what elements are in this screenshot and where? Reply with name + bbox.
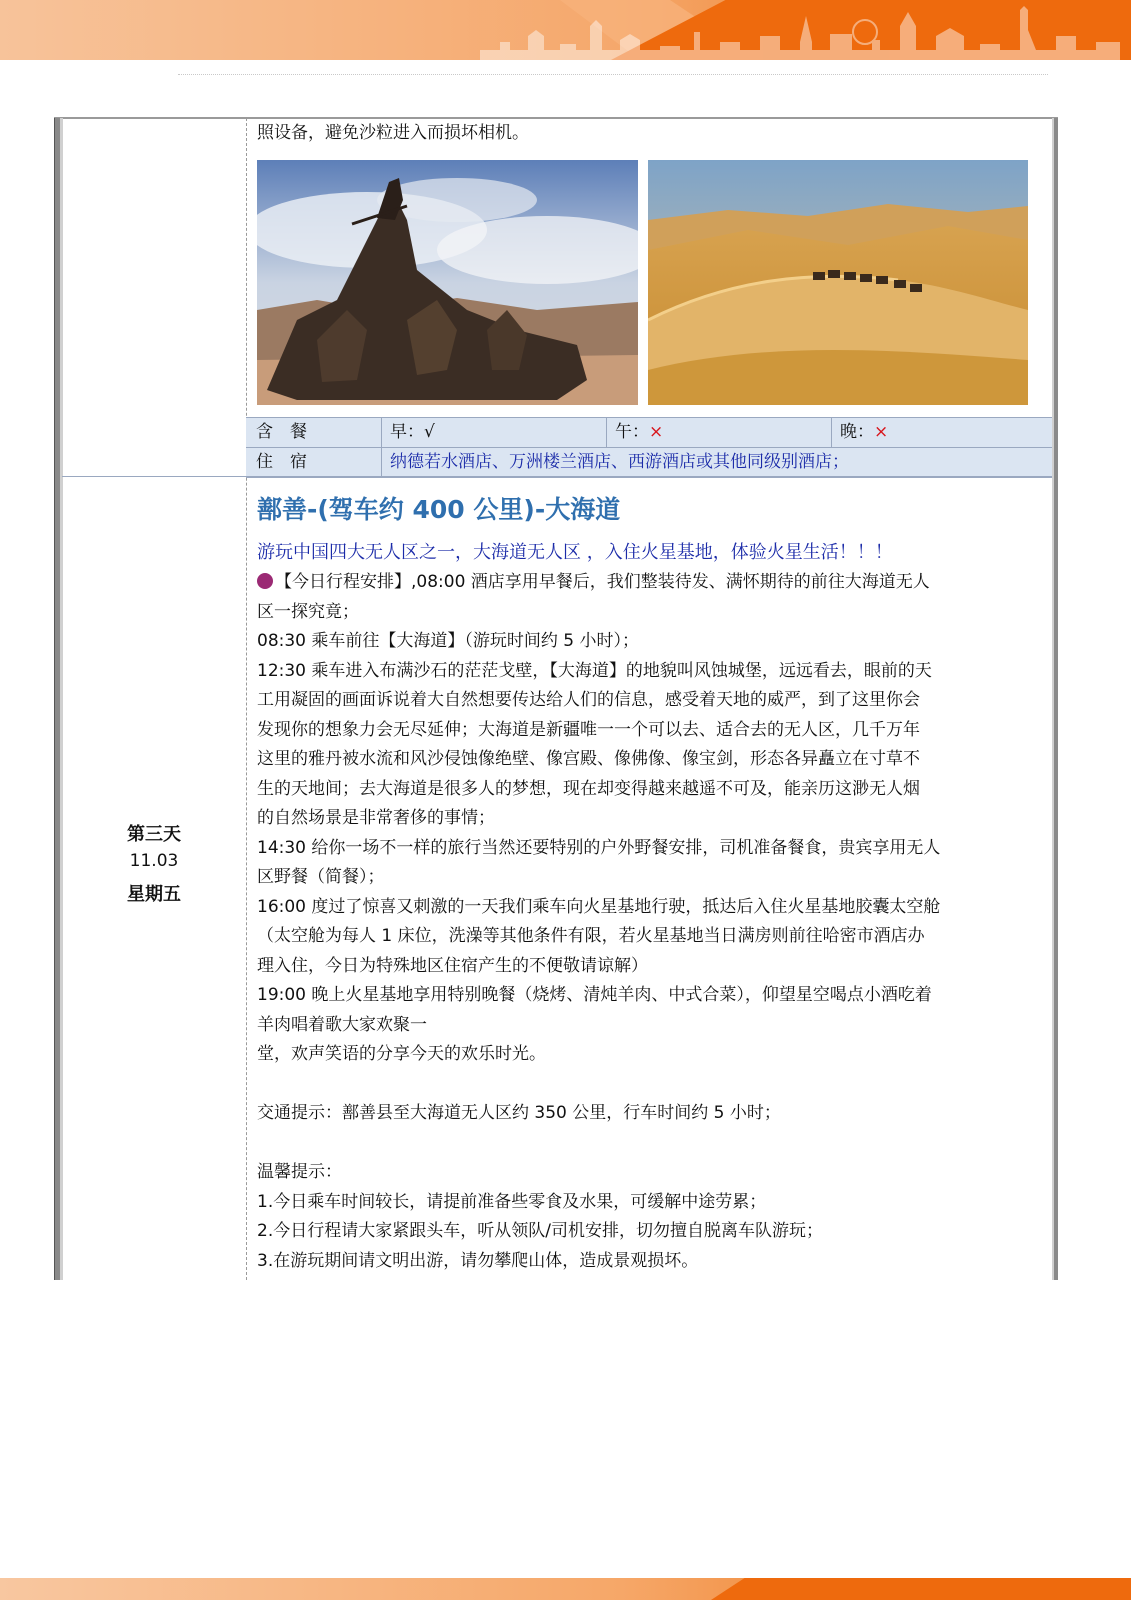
itinerary-line: 19:00 晚上火星基地享用特别晚餐（烧烤、清炖羊肉、中式合菜），仰望星空喝点小酒吃着 (257, 985, 932, 1005)
itinerary-line: 14:30 给你一场不一样的旅行当然还要特别的户外野餐安排，司机准备餐食，贵宾享用无人 (257, 837, 941, 858)
tip-item: 1.今日乘车时间较长，请提前准备些零食及水果，可缓解中途劳累； (257, 1191, 767, 1212)
bullet-dot-icon (257, 573, 273, 589)
itinerary-line: 发现你的想象力会无尽延伸；大海道是新疆唯一一个可以去、适合去的无人区，几千万年 (257, 719, 920, 740)
lodging-hotels: 纳德若水酒店、万洲楼兰酒店、西游酒店或其他同级别酒店； (381, 448, 1050, 477)
itinerary-line: 生的天地间；去大海道是很多人的梦想，现在却变得越来越遥不可及，能亲历这渺无人烟 (257, 778, 920, 799)
itinerary-line: 【今日行程安排】,08:00 酒店享用早餐后，我们整装待发、满怀期待的前往大海道无人 (257, 568, 930, 598)
lunch-cross-icon: × (649, 422, 664, 442)
statue-photo (257, 160, 638, 405)
tip-item: 3.在游玩期间请文明出游，请勿攀爬山体，造成景观损坏。 (257, 1250, 699, 1271)
day-date: 11.03 (129, 851, 179, 871)
tip-item: 2.今日行程请大家紧跟头车，听从领队/司机安排，切勿擅自脱离车队游玩； (257, 1221, 823, 1241)
table-left-border (54, 118, 63, 1280)
lodging-label: 住 宿 (256, 452, 307, 472)
itinerary-line: 08:30 乘车前往【大海道】（游玩时间约 5 小时）； (257, 631, 640, 651)
day-name: 第三天 (127, 824, 181, 845)
dinner-label: 晚： (840, 422, 874, 442)
itinerary-line: 区一探究竟； (257, 601, 359, 622)
table-right-border (1052, 118, 1058, 1280)
lunch-label: 午： (615, 422, 649, 442)
itinerary-line: （太空舱为每人 1 床位，洗澡等其他条件有限，若火星基地当日满房则前往哈密市酒店办 (257, 926, 925, 946)
table-top-border (54, 117, 1058, 119)
itinerary-line: 16:00 度过了惊喜又刺激的一天我们乘车向火星基地行驶，抵达后入住火星基地胶囊太空舱 (257, 896, 941, 917)
day-title: 鄯善-(驾车约 400 公里)-大海道 (257, 495, 621, 524)
lodging-row (246, 447, 1052, 478)
page-header-band (0, 0, 1131, 60)
itinerary-line: 区野餐（简餐）； (257, 867, 385, 887)
top-caption: 照设备，避免沙粒进入而损坏相机。 (257, 123, 529, 143)
meals-row (246, 417, 1052, 448)
itinerary-line: 堂，欢声笑语的分享今天的欢乐时光。 (257, 1044, 546, 1064)
meals-label: 含 餐 (256, 422, 307, 442)
breakfast-cell: 早：√ (381, 418, 610, 447)
day-row-divider (62, 476, 1052, 477)
lunch-cell (606, 418, 835, 447)
itinerary-line: 12:30 乘车进入布满沙石的茫茫戈壁，【大海道】的地貌叫风蚀城堡，远远看去，眼前的天 (257, 660, 932, 681)
itinerary-line: 理入住，今日为特殊地区住宿产生的不便敬请谅解） (257, 955, 648, 976)
day-weekday: 星期五 (127, 884, 181, 905)
dinner-cross-icon: × (874, 422, 889, 442)
tips-heading: 温馨提示： (257, 1162, 342, 1182)
itinerary-line: 羊肉唱着歌大家欢聚一 (257, 1014, 427, 1035)
dinner-cell (831, 418, 1060, 447)
itinerary-line: 工用凝固的画面诉说着大自然想要传达给人们的信息，感受着天地的威严，到了这里你会 (257, 690, 920, 710)
traffic-tip: 交通提示：鄯善县至大海道无人区约 350 公里，行车时间约 5 小时； (257, 1103, 781, 1123)
city-skyline-decoration (480, 6, 1120, 60)
desert-camel-photo (648, 160, 1028, 405)
table-column-divider (246, 118, 247, 1280)
day-subtitle: 游玩中国四大无人区之一，大海道无人区 ，入住火星基地，体验火星生活！！！ (257, 542, 893, 563)
header-dotted-rule (178, 74, 1048, 75)
page-footer-band (0, 1578, 1131, 1600)
itinerary-line: 的自然场景是非常奢侈的事情； (257, 808, 495, 828)
itinerary-line: 这里的雅丹被水流和风沙侵蚀像绝壁、像宫殿、像佛像、像宝剑，形态各异矗立在寸草不 (257, 749, 920, 769)
